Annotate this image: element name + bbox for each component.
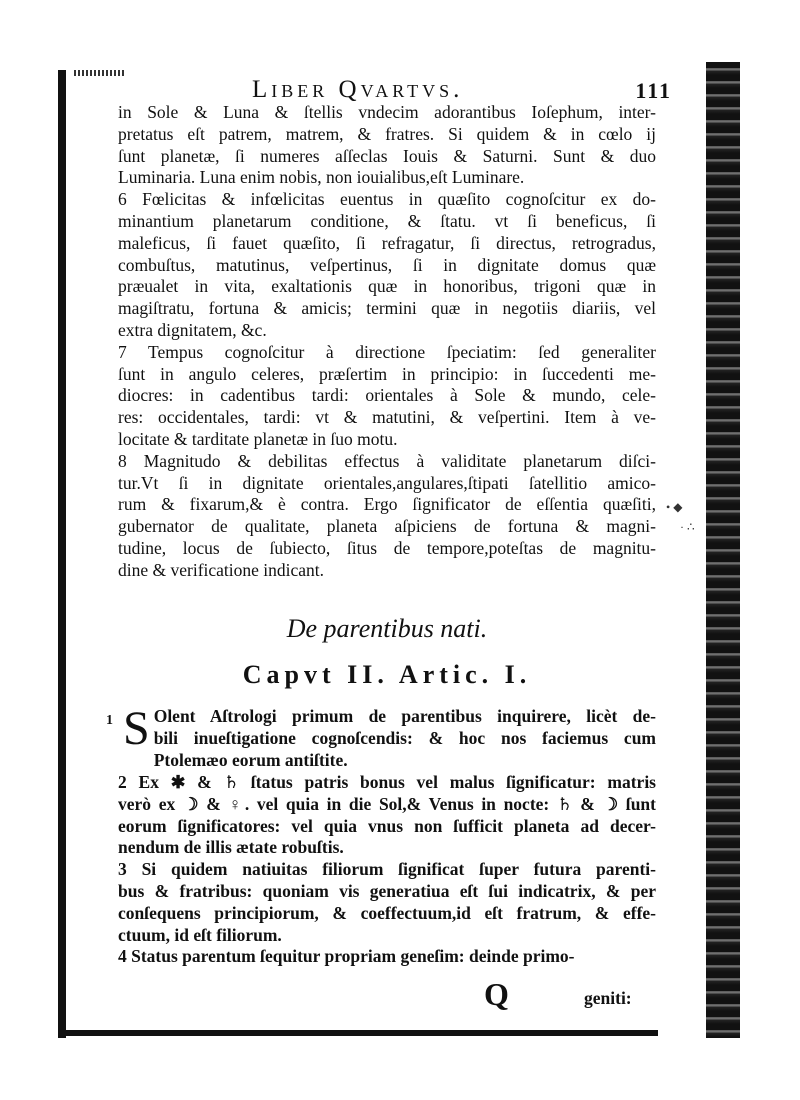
page-border-bottom: [58, 1030, 658, 1036]
catchword: geniti:: [584, 988, 632, 1008]
text-line: verò ex ☽ & ♀. vel quia in die Sol,& Venus in nocte: ♄ & ☽ ſunt: [118, 793, 656, 814]
text-line: eorum ſignificatores: vel quia vnus non ſufficit planeta ad decer-: [118, 815, 656, 836]
paragraph-1-lines: [118, 702, 656, 771]
paragraph-number: 1: [106, 713, 113, 728]
text-block-lower: [118, 772, 656, 968]
text-line: bili inueſtigatione cognoſcendis: & hoc nos faciemus cum: [153, 727, 656, 748]
text-line: in Sole & Luna & ſtellis vndecim adorantibus Ioſephum, inter-: [118, 102, 656, 122]
text-line: tudine, locus de ſubiecto, ſitus de tempore,poteſtas de magnitu-: [118, 537, 656, 558]
text-line: dine & verificatione indicant.: [118, 559, 325, 580]
text-line: 2 Ex ✱ & ♄ ſtatus patris bonus vel malus ſignificatur: matris: [118, 772, 656, 792]
page-number: 111: [635, 78, 672, 103]
text-line: bus & fratribus: quoniam vis generatiua eſt ſui indicatrix, & per: [118, 880, 656, 901]
text-line: 4 Status parentum ſequitur propriam geneſim: deinde primo-: [118, 946, 575, 967]
text-line: tur.Vt ſi in dignitate orientales,angulares,ſtipati ſatellitio amico-: [118, 472, 656, 493]
text-line: 3 Si quidem natiuitas filiorum ſignificat ſuper futura parenti-: [118, 859, 656, 880]
text-line: pretatus eſt patrem, matrem, & fratres. Si quidem & in cœlo ij: [118, 123, 656, 144]
text-block-continuation: [118, 102, 656, 582]
text-line: rum & fixarum,& è contra. Ergo ſignificator de eſſentia quæſiti,: [118, 494, 656, 515]
text-line: 8 Magnitudo & debilitas effectus à validitate planetarum diſci-: [118, 450, 656, 471]
ink-speck-top: [74, 70, 124, 76]
ornamental-q: Q: [484, 976, 509, 1012]
running-title: Liber Qvartvs.: [252, 76, 464, 103]
paragraph-1: [106, 702, 656, 771]
chapter-heading: Capvt II. Artic. I.: [242, 660, 532, 689]
text-line: ſunt planetæ, ſi numeres aſſeclas Iouis & Saturni. Sunt & duo: [118, 145, 656, 166]
text-line: Luminaria. Luna enim nobis, non iouialibus,eſt Luminare.: [118, 167, 525, 188]
text-line: magiſtratu, fortuna & amicis; termini quæ in negotiis diariis, vel: [118, 298, 656, 319]
ink-speck: • ◆: [666, 500, 683, 514]
text-line: conſequens principiorum, & coeffectuum,id eſt fratrum, & effe-: [118, 902, 656, 923]
text-line: 7 Tempus cognoſcitur à directione ſpeciatim: ſed generaliter: [118, 341, 656, 362]
text-line: combuſtus, matutinus, veſpertinus, ſi in dignitate domus quæ: [118, 254, 656, 275]
text-line: ſunt in angulo celeres, præſertim in principio: in ſuccedenti me-: [118, 363, 656, 384]
text-line: res: occidentales, tardi: vt & matutini, & veſpertini. Item à ve-: [118, 407, 656, 428]
text-line: ctuum, id eſt filiorum.: [118, 924, 282, 945]
text-line: locitate & tarditate planetæ in ſuo motu.: [118, 428, 398, 449]
page-border-left: [58, 70, 66, 1038]
page-edge-right: [706, 62, 740, 1038]
text-line: maleficus, ſi fauet quæſito, ſi refragatur, ſi directus, retrogradus,: [118, 232, 656, 253]
drop-cap-letter: S: [123, 702, 150, 755]
text-line: minantium planetarum conditione, & ſtatu. vt ſi beneficus, ſi: [118, 210, 656, 231]
text-line: diocres: in cadentibus tardi: orientales à Sole & mundo, cele-: [118, 385, 656, 406]
ink-speck: · ∴: [680, 520, 695, 534]
section-heading: De parentibus nati.: [286, 614, 488, 643]
text-line: nendum de illis ætate robuſtis.: [118, 837, 344, 858]
text-line: extra dignitatem, &c.: [118, 319, 267, 340]
text-line: præualet in vita, exaltationis quæ in honoribus, trigoni quæ in: [118, 276, 656, 297]
text-line: Ptolemæo eorum antiſtite.: [153, 749, 348, 770]
text-line: 6 Fœlicitas & infœlicitas euentus in quæſito cognoſcitur ex do-: [118, 189, 656, 210]
text-line: Olent Aſtrologi primum de parentibus inquirere, licèt de-: [153, 706, 656, 726]
text-line: gubernator de qualitate, planeta aſpiciens de fortuna & magni-: [118, 516, 656, 537]
